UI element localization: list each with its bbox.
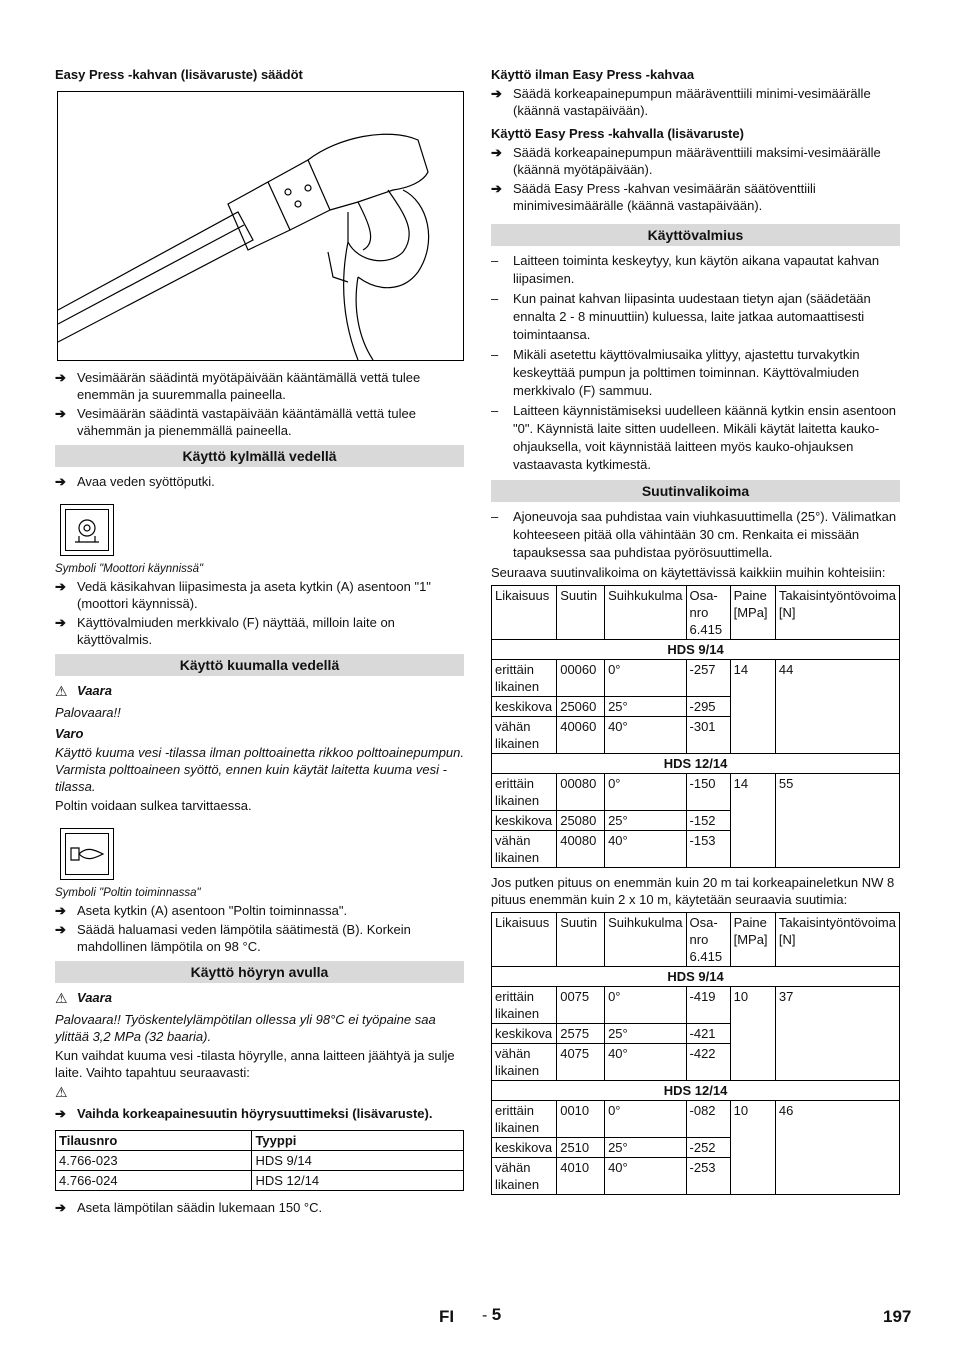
- danger-label: ⚠ Vaara: [55, 990, 112, 1006]
- table-cell: 40080: [557, 831, 605, 868]
- table-cell: 25°: [605, 697, 686, 717]
- arrow-right-icon: ➔: [55, 615, 66, 630]
- table-cell: 0°: [605, 987, 686, 1024]
- list-item: ➔ Vedä käsikahvan liipasimesta ja aseta kytkin (A) asentoon "1" (moottori käynnissä).: [55, 579, 431, 611]
- table-cell: 0°: [605, 660, 686, 697]
- table-cell: 44: [775, 660, 899, 754]
- table-cell: 40°: [605, 717, 686, 754]
- group-row: [492, 640, 900, 660]
- list-item: ➔ Vesimäärän säädintä vastapäivään kääntämällä vettä tulee vähemmän ja pienemmällä paineella.: [55, 406, 416, 438]
- table-cell: -419: [686, 987, 730, 1024]
- column-header: Suihkukulma: [605, 913, 686, 967]
- easy-press-handle-illustration: [57, 91, 464, 361]
- section-heading: Käyttövalmius: [491, 224, 900, 246]
- column-header: Osa-nro 6.415: [686, 586, 730, 640]
- list-item: – Mikäli asetettu käyttövalmiusaika ylittyy, ajastettu turvakytkin keskeyttää pumpun ja polttimen toiminnan. Käyttövalmiuden merkkivalo (F) sammuu.: [491, 347, 860, 398]
- page-number: 197: [883, 1307, 912, 1326]
- section-heading: Suutinvalikoima: [491, 480, 900, 502]
- column-header: Paine [MPa]: [730, 913, 775, 967]
- table-cell: 25°: [605, 1024, 686, 1044]
- table-cell: 25°: [605, 1138, 686, 1158]
- warning-mark: [55, 1083, 464, 1101]
- table-cell: -422: [686, 1044, 730, 1081]
- table-cell: 4075: [557, 1044, 605, 1081]
- figure-caption: Symboli "Moottori käynnissä": [55, 563, 204, 575]
- arrow-right-icon: ➔: [55, 1106, 66, 1121]
- table-row: 4.766-023 HDS 9/14: [56, 1151, 464, 1171]
- warning-triangle-icon: ⚠: [55, 683, 68, 699]
- table-cell: 4010: [557, 1158, 605, 1195]
- no-easy-title: Käyttö ilman Easy Press -kahvaa: [491, 67, 695, 82]
- table-cell: 10: [730, 1101, 775, 1195]
- order-table: [55, 1130, 464, 1191]
- group-row: [492, 754, 900, 774]
- list-item: ➔ Vesimäärän säädintä myötäpäivään kääntämällä vettä tulee enemmän ja suuremmalla paineella.: [55, 370, 421, 402]
- list-item: ➔ Aseta kytkin (A) asentoon "Poltin toiminnassa".: [55, 903, 348, 918]
- table-cell: vähän likainen: [492, 717, 557, 754]
- section-heading: Käyttö kuumalla vedellä: [55, 654, 464, 676]
- table-cell: 40°: [605, 831, 686, 868]
- footer-section: - 5: [482, 1305, 502, 1324]
- arrow-right-icon: ➔: [491, 181, 502, 196]
- arrow-right-icon: ➔: [55, 922, 66, 937]
- table-cell: -295: [686, 697, 730, 717]
- list-item: ➔ Säädä Easy Press -kahvan vesimäärän säätöventtiili minimivesimäärälle (käännä vastapäivään).: [491, 181, 816, 213]
- list-item: ➔ Säädä korkeapainepumpun määräventtiili minimi-vesimäärälle (käännä vastapäivään).: [491, 86, 871, 118]
- table-cell: erittäin likainen: [492, 774, 557, 811]
- table-cell: 55: [775, 774, 899, 868]
- left-column: [55, 66, 464, 1218]
- table-cell: -421: [686, 1024, 730, 1044]
- table-cell: 46: [775, 1101, 899, 1195]
- table-cell: vähän likainen: [492, 831, 557, 868]
- column-header: Suutin: [557, 913, 605, 967]
- section-heading: Käyttö kylmällä vedellä: [55, 445, 464, 467]
- arrow-right-icon: ➔: [55, 370, 66, 385]
- right-column: [491, 66, 900, 1195]
- arrow-right-icon: ➔: [491, 86, 502, 101]
- model-group-label: HDS 9/14: [492, 640, 900, 660]
- column-header: Suihkukulma: [605, 586, 686, 640]
- model-group-label: HDS 12/14: [492, 1081, 900, 1101]
- burner-on-symbol: [60, 828, 114, 880]
- nozzle-intro: Seuraava suutinvalikoima on käytettävissä kaikkiin muihin kohteisiin:: [491, 565, 886, 580]
- table-cell: 10: [730, 987, 775, 1081]
- motor-icon: [70, 514, 104, 546]
- column-header: Likaisuus: [492, 586, 557, 640]
- list-item: ➔ Aseta lämpötilan säädin lukemaan 150 °C.: [55, 1200, 323, 1215]
- table-cell: keskikova: [492, 1024, 557, 1044]
- list-item: – Ajoneuvoja saa puhdistaa vain viuhkasuuttimella (25°). Välimatkan kohteeseen pitää olla vähintään 30 cm. Renkaita ei missään tapauksessa saa puhdistaa pyörösuuttimella.: [491, 509, 897, 560]
- arrow-right-icon: ➔: [55, 406, 66, 421]
- table-row: [492, 1101, 900, 1138]
- table-cell: -150: [686, 774, 730, 811]
- table-cell: -252: [686, 1138, 730, 1158]
- arrow-right-icon: ➔: [55, 579, 66, 594]
- arrow-right-icon: ➔: [55, 474, 66, 489]
- column-header: Paine [MPa]: [730, 586, 775, 640]
- table-cell: -257: [686, 660, 730, 697]
- table-row: Tilausnro Tyyppi: [56, 1131, 464, 1151]
- easy-press-title: Easy Press -kahvan (lisävaruste) säädöt: [55, 67, 303, 82]
- arrow-right-icon: ➔: [55, 903, 66, 918]
- table-cell: 0075: [557, 987, 605, 1024]
- table-cell: vähän likainen: [492, 1044, 557, 1081]
- table-header-row: [492, 586, 900, 640]
- nozzle-table-long-hose: [491, 912, 900, 1195]
- table-cell: -253: [686, 1158, 730, 1195]
- table-cell: 0°: [605, 774, 686, 811]
- table-row: [492, 987, 900, 1024]
- warning-triangle-icon: ⚠: [55, 1084, 68, 1100]
- table-cell: -153: [686, 831, 730, 868]
- table-cell: 14: [730, 660, 775, 754]
- column-header: Takaisintyöntövoima [N]: [775, 913, 899, 967]
- table-header-row: [492, 913, 900, 967]
- table-cell: erittäin likainen: [492, 660, 557, 697]
- table-cell: 40060: [557, 717, 605, 754]
- table-cell: -152: [686, 811, 730, 831]
- column-header: Suutin: [557, 586, 605, 640]
- fire-warning: Palovaara!!: [55, 705, 121, 720]
- list-item: ➔ Säädä korkeapainepumpun määräventtiili maksimi-vesimäärälle (käännä myötäpäivään).: [491, 145, 881, 177]
- list-item: ➔ Säädä haluamasi veden lämpötila säätimestä (B). Korkein mahdollinen lämpötila on 98 °C.: [55, 922, 411, 954]
- table-row: [492, 774, 900, 811]
- model-group-label: HDS 9/14: [492, 967, 900, 987]
- figure-caption: Symboli "Poltin toiminnassa": [55, 887, 201, 899]
- table-cell: 40°: [605, 1158, 686, 1195]
- table-cell: keskikova: [492, 811, 557, 831]
- group-row: [492, 1081, 900, 1101]
- list-item: – Laitteen käynnistämiseksi uudelleen käännä kytkin ensin asentoon "0". Käynnistä laite sitten uudelleen. Mikäli käytät laitetta kauko-ohjauksella, voit käynnistää laitteen myös kauko-ohjauksen vastaavasta kytkimestä.: [491, 403, 897, 472]
- table-cell: 2510: [557, 1138, 605, 1158]
- arrow-right-icon: ➔: [491, 145, 502, 160]
- column-header: Osa-nro 6.415: [686, 913, 730, 967]
- warning-triangle-icon: ⚠: [55, 990, 68, 1006]
- table-cell: 25°: [605, 811, 686, 831]
- list-item: ➔ Avaa veden syöttöputki.: [55, 474, 215, 489]
- list-item: ➔ Vaihda korkeapainesuutin höyrysuuttimeksi (lisävaruste).: [55, 1106, 433, 1121]
- table-cell: -301: [686, 717, 730, 754]
- table-cell: 00060: [557, 660, 605, 697]
- table-cell: 0010: [557, 1101, 605, 1138]
- column-header: Takaisintyöntövoima [N]: [775, 586, 899, 640]
- table-cell: 25060: [557, 697, 605, 717]
- table-cell: -082: [686, 1101, 730, 1138]
- nozzle-table: [491, 585, 900, 868]
- list-item: – Laitteen toiminta keskeytyy, kun käytön aikana vapautat kahvan liipasimen.: [491, 253, 880, 286]
- table-cell: 2575: [557, 1024, 605, 1044]
- group-row: [492, 967, 900, 987]
- table-cell: vähän likainen: [492, 1158, 557, 1195]
- table-cell: 37: [775, 987, 899, 1081]
- arrow-right-icon: ➔: [55, 1200, 66, 1215]
- spray-gun-icon: [58, 92, 463, 360]
- table-cell: 0°: [605, 1101, 686, 1138]
- table-cell: erittäin likainen: [492, 987, 557, 1024]
- caution-text: Käyttö kuuma vesi -tilassa ilman polttoainetta rikkoo polttoainepumpun. Varmista polttoaineen syöttö, ennen kuin käytät laitetta kuuma vesi -tilassa.: [55, 745, 464, 794]
- footer-language: FI: [439, 1307, 455, 1326]
- burner-icon: [69, 842, 105, 866]
- model-group-label: HDS 12/14: [492, 754, 900, 774]
- section-heading: Käyttö höyryn avulla: [55, 961, 464, 983]
- long-hose-intro: Jos putken pituus on enemmän kuin 20 m tai korkeapaineletkun NW 8 pituus enemmän kuin 2 x 10 m, käytetään seuraavia suutimia:: [491, 875, 895, 907]
- table-row: 4.766-024 HDS 12/14: [56, 1171, 464, 1191]
- list-item: – Kun painat kahvan liipasinta uudestaan tietyn ajan (säädetään ennalta 2 - 8 minuuttiin) kuluessa, laite jatkaa automaattisesti toimintaansa.: [491, 291, 871, 342]
- table-row: [492, 660, 900, 697]
- table-cell: 25080: [557, 811, 605, 831]
- table-cell: keskikova: [492, 697, 557, 717]
- list-item: ➔ Käyttövalmiuden merkkivalo (F) näyttää, milloin laite on käyttövalmis.: [55, 615, 395, 647]
- table-cell: 00080: [557, 774, 605, 811]
- steam-danger-text: Palovaara!! Työskentelylämpötilan ollessa yli 98°C ei työpaine saa ylittää 3,2 MPa (32 baaria).: [55, 1012, 436, 1044]
- table-cell: 40°: [605, 1044, 686, 1081]
- table-cell: erittäin likainen: [492, 1101, 557, 1138]
- table-cell: 14: [730, 774, 775, 868]
- with-easy-title: Käyttö Easy Press -kahvalla (lisävaruste): [491, 126, 744, 141]
- motor-running-symbol: [60, 504, 114, 556]
- column-header: Likaisuus: [492, 913, 557, 967]
- steam-text: Kun vaihdat kuuma vesi -tilasta höyrylle, anna laitteen jäähtyä ja sulje laite. Vaihto tapahtuu seuraavasti:: [55, 1048, 455, 1080]
- burner-off-text: Poltin voidaan sulkea tarvittaessa.: [55, 798, 252, 813]
- caution-label: Varo: [55, 726, 84, 741]
- table-cell: keskikova: [492, 1138, 557, 1158]
- danger-label: ⚠ Vaara: [55, 683, 112, 699]
